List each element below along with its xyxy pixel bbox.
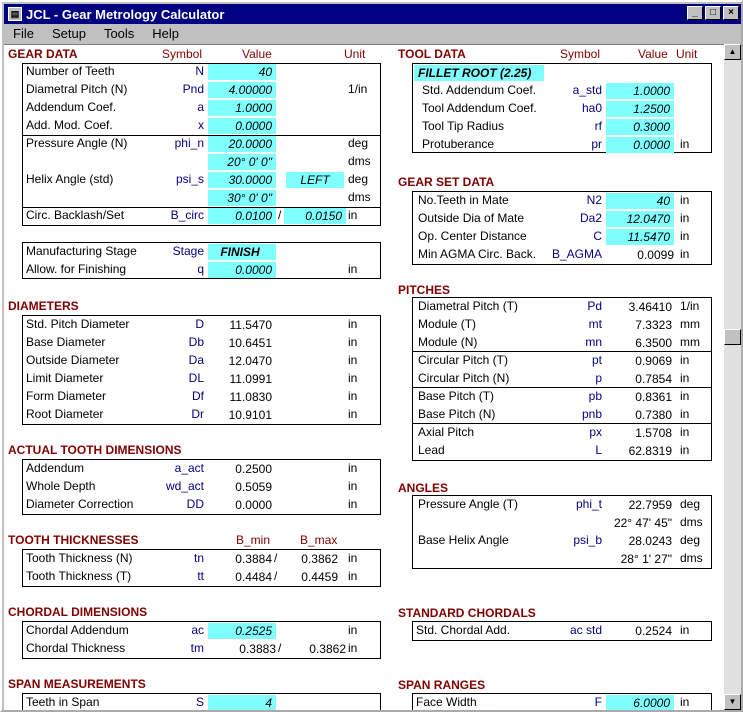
angles-unit: dms: [680, 515, 703, 529]
pitches-symbol: mt: [588, 317, 602, 331]
gearset-label: Min AGMA Circ. Back.: [418, 247, 537, 261]
stage-value-input[interactable]: 0.0000: [208, 262, 276, 278]
thickness-label: Tooth Thickness (T): [26, 569, 132, 583]
diameters-unit: in: [348, 317, 358, 331]
thickness-value: 0.3884: [235, 552, 272, 566]
pitches-value: 1.5708: [635, 426, 672, 440]
tool-unit-col-header: Unit: [676, 47, 698, 61]
span-value-input[interactable]: 4: [208, 695, 276, 710]
angles-value: 22° 47' 45": [613, 516, 672, 530]
gear-data-value-input[interactable]: 0.0000: [208, 118, 276, 134]
chordal-symbol: tm: [190, 641, 204, 655]
scroll-up-button[interactable]: ▲: [724, 44, 741, 60]
menu-tools[interactable]: Tools: [103, 26, 135, 41]
std-chordals-value: 0.2524: [635, 624, 672, 638]
actual-symbol: wd_act: [165, 479, 204, 493]
thickness-unit: in: [348, 569, 358, 583]
pitches-symbol: pnb: [581, 407, 602, 421]
std-chordals-label: Std. Chordal Add.: [416, 623, 511, 637]
chordal-label: Chordal Thickness: [26, 641, 126, 655]
scroll-thumb[interactable]: [724, 329, 741, 345]
maximize-button[interactable]: □: [705, 6, 721, 20]
diameters-symbol: Df: [192, 389, 204, 403]
gear-data-title: GEAR DATA: [8, 47, 78, 61]
pitches-value: 0.8361: [635, 390, 672, 404]
actual-value: 0.0000: [235, 498, 272, 512]
tool-label: Tool Tip Radius: [422, 119, 505, 133]
pitches-value: 7.3323: [635, 318, 672, 332]
tool-label: Tool Addendum Coef.: [422, 101, 537, 115]
diameters-label: Limit Diameter: [26, 371, 104, 385]
pitches-label: Axial Pitch: [418, 425, 475, 439]
gear-set-title: GEAR SET DATA: [398, 175, 495, 189]
std-chordals-unit: in: [680, 623, 690, 637]
actual-symbol: DD: [186, 497, 204, 511]
gear-data-unit: deg: [348, 172, 369, 186]
gear-data-label: Pressure Angle (N): [26, 136, 128, 150]
window-title: JCL - Gear Metrology Calculator: [26, 6, 225, 22]
gear-data-value-input[interactable]: 20.0000: [208, 136, 276, 152]
pitches-unit: in: [680, 425, 690, 439]
gear-data-symbol: a: [197, 100, 204, 114]
actual-value: 0.5059: [235, 480, 272, 494]
angles-value: 28° 1' 27": [620, 552, 672, 566]
diameters-label: Form Diameter: [26, 389, 107, 403]
angles-value: 22.7959: [628, 498, 672, 512]
diameters-value: 11.0991: [229, 372, 272, 386]
pitches-label: Base Pitch (T): [418, 389, 495, 403]
gear-data-label: Number of Teeth: [26, 64, 115, 78]
diameters-value: 10.6451: [228, 336, 272, 350]
diameters-unit: in: [348, 371, 358, 385]
pitches-symbol: px: [589, 425, 602, 439]
gear-data-symbol: Pnd: [182, 82, 204, 96]
actual-unit: in: [348, 461, 358, 475]
app-icon[interactable]: ▤: [8, 7, 22, 21]
diameters-symbol: Db: [188, 335, 204, 349]
gearset-symbol: Da2: [579, 211, 602, 225]
gear-data-label: Addendum Coef.: [26, 100, 117, 114]
bmax-header: B_max: [300, 533, 338, 547]
span-title: SPAN MEASUREMENTS: [8, 677, 146, 691]
pitches-unit: 1/in: [680, 299, 700, 313]
close-button[interactable]: ×: [723, 6, 739, 20]
pitches-value: 0.7380: [635, 408, 672, 422]
actual-label: Whole Depth: [26, 479, 96, 493]
std-chordals-symbol: ac std: [569, 623, 602, 637]
diameters-value: 11.5470: [229, 318, 272, 332]
diameters-label: Base Diameter: [26, 335, 106, 349]
thickness-label: Tooth Thickness (N): [26, 551, 133, 565]
gearset-symbol: C: [593, 229, 602, 243]
chordal-value-input[interactable]: 0.2525: [208, 623, 276, 639]
gear-data-value-input[interactable]: 40: [208, 64, 276, 80]
pitches-label: Circular Pitch (T): [418, 353, 509, 367]
gearset-unit: in: [680, 211, 690, 225]
span-ranges-symbol: F: [594, 695, 602, 709]
pitches-symbol: pb: [588, 389, 602, 403]
pitches-symbol: pt: [591, 353, 602, 367]
menu-help[interactable]: Help: [152, 26, 180, 41]
gear-data-value-input[interactable]: 30° 0' 0": [208, 190, 276, 206]
pitches-title: PITCHES: [398, 283, 451, 297]
stage-symbol: Stage: [172, 244, 204, 258]
gearset-unit: in: [680, 229, 690, 243]
diameters-symbol: Dr: [191, 407, 204, 421]
tool-value-col-header: Value: [638, 47, 668, 61]
pitches-label: Diametral Pitch (T): [418, 299, 519, 313]
symbol-col-header: Symbol: [162, 47, 203, 61]
gearset-value: 0.0099: [637, 248, 674, 262]
gear-data-value-input[interactable]: 20° 0' 0": [208, 154, 276, 170]
pitches-label: Lead: [418, 443, 445, 457]
gear-data-value-input[interactable]: 4.00000: [208, 82, 276, 98]
diameters-label: Std. Pitch Diameter: [26, 317, 130, 331]
span-symbol: S: [195, 695, 204, 709]
vertical-scrollbar[interactable]: [724, 44, 741, 710]
diameters-value: 10.9101: [228, 408, 272, 422]
diameters-unit: in: [348, 335, 358, 349]
chordal-separator: /: [278, 641, 282, 655]
diameters-unit: in: [348, 389, 358, 403]
pitches-value: 0.9069: [635, 354, 672, 368]
thickness-separator: /: [274, 569, 278, 583]
gear-data-unit: deg: [348, 136, 369, 150]
pitches-value: 3.46410: [628, 300, 672, 314]
thickness-value2: 0.3862: [301, 552, 338, 566]
gear-data-separator: /: [278, 208, 282, 222]
angles-unit: dms: [680, 551, 703, 565]
gear-data-unit: in: [348, 208, 358, 222]
pitches-unit: in: [680, 389, 690, 403]
actual-tooth-title: ACTUAL TOOTH DIMENSIONS: [8, 443, 182, 457]
thickness-unit: in: [348, 551, 358, 565]
tool-symbol: pr: [591, 137, 602, 151]
diameters-label: Outside Diameter: [26, 353, 120, 367]
pitches-divider: [412, 423, 712, 424]
gear-data-unit: dms: [348, 190, 371, 204]
menu-bar: [4, 24, 741, 43]
menu-file[interactable]: File: [13, 26, 34, 41]
tool-value-input[interactable]: 1.2500: [606, 101, 674, 117]
gear-data-symbol: x: [198, 118, 204, 132]
gear-data-value-input[interactable]: 0.0100: [208, 208, 276, 224]
calculator-sheet: [4, 44, 724, 710]
pitches-label: Base Pitch (N): [418, 407, 496, 421]
span-ranges-unit: in: [680, 695, 690, 709]
pitches-unit: in: [680, 443, 690, 457]
span-ranges-title: SPAN RANGES: [398, 678, 486, 692]
thickness-value2: 0.4459: [301, 570, 338, 584]
tool-data-title: TOOL DATA: [398, 47, 466, 61]
unit-col-header: Unit: [344, 47, 366, 61]
thickness-symbol: tn: [193, 551, 204, 565]
pitches-value: 62.8319: [628, 444, 672, 458]
stage-label: Allow. for Finishing: [26, 262, 127, 276]
value-col-header: Value: [242, 47, 272, 61]
thickness-value: 0.4484: [235, 570, 272, 584]
actual-value: 0.2500: [235, 462, 272, 476]
menu-setup[interactable]: Setup: [51, 26, 86, 41]
pitches-symbol: L: [595, 443, 602, 457]
diameters-value: 11.0830: [229, 390, 272, 404]
diameters-title: DIAMETERS: [8, 299, 79, 313]
pitches-symbol: mn: [585, 335, 602, 349]
tooth-thickness-title: TOOTH THICKNESSES: [8, 533, 139, 547]
gear-data-label: Helix Angle (std): [26, 172, 114, 186]
gear-data-symbol: phi_n: [174, 136, 204, 150]
gear-data-value-input[interactable]: 30.0000: [208, 172, 276, 188]
gear-data-label: Circ. Backlash/Set: [26, 208, 125, 222]
tool-symbol: ha0: [581, 101, 602, 115]
actual-label: Diameter Correction: [26, 497, 134, 511]
diameters-unit: in: [348, 407, 358, 421]
chordal-value: 0.3883: [239, 642, 276, 656]
thickness-symbol: tt: [197, 569, 204, 583]
angles-symbol: phi_t: [575, 497, 602, 511]
actual-symbol: a_act: [174, 461, 204, 475]
actual-unit: in: [348, 497, 358, 511]
angles-title: ANGLES: [398, 481, 449, 495]
diameters-symbol: Da: [188, 353, 204, 367]
chordal-symbol: ac: [191, 623, 204, 637]
angles-label: Base Helix Angle: [418, 533, 509, 547]
tool-symbol-col-header: Symbol: [560, 47, 601, 61]
span-ranges-value-input[interactable]: 6.0000: [606, 695, 674, 710]
gearset-value-input[interactable]: 40: [606, 193, 674, 209]
gearset-symbol: N2: [586, 193, 602, 207]
pitches-unit: in: [680, 371, 690, 385]
tool-label: Protuberance: [422, 137, 495, 151]
tool-label: Std. Addendum Coef.: [422, 83, 537, 97]
pitches-value: 6.3500: [635, 336, 672, 350]
gear-data-unit: dms: [348, 154, 371, 168]
tool-symbol: rf: [594, 119, 602, 133]
pitches-value: 0.7854: [635, 372, 672, 386]
minimize-button[interactable]: _: [687, 6, 703, 20]
pitches-label: Module (N): [418, 335, 478, 349]
gearset-value-input[interactable]: 12.0470: [606, 211, 674, 227]
chordal-unit: in: [348, 641, 358, 655]
actual-unit: in: [348, 479, 358, 493]
chordal-unit: in: [348, 623, 358, 637]
gearset-label: Op. Center Distance: [418, 229, 527, 243]
pitches-label: Module (T): [418, 317, 477, 331]
tool-value-input[interactable]: 0.0000: [606, 137, 674, 153]
chordal-label: Chordal Addendum: [26, 623, 129, 637]
bmin-header: B_min: [236, 533, 271, 547]
chordal-value2: 0.3862: [309, 642, 346, 656]
stage-unit: in: [348, 262, 358, 276]
gearset-label: Outside Dia of Mate: [418, 211, 525, 225]
thickness-separator: /: [274, 551, 278, 565]
gear-data-value-input[interactable]: 1.0000: [208, 100, 276, 116]
angles-label: Pressure Angle (T): [418, 497, 519, 511]
diameters-unit: in: [348, 353, 358, 367]
tool-value-input[interactable]: 0.3000: [606, 119, 674, 135]
diameters-value: 12.0470: [228, 354, 272, 368]
actual-label: Addendum: [26, 461, 85, 475]
span-ranges-label: Face Width: [416, 695, 477, 709]
gearset-unit: in: [680, 247, 690, 261]
chordal-title: CHORDAL DIMENSIONS: [8, 605, 148, 619]
title-bar[interactable]: [4, 4, 741, 24]
pitches-unit: mm: [680, 317, 700, 331]
angles-symbol: psi_b: [573, 533, 602, 547]
pitches-divider: [412, 387, 712, 388]
pitches-unit: mm: [680, 335, 700, 349]
pitches-symbol: p: [595, 371, 602, 385]
pitches-divider: [412, 351, 712, 352]
std-chordals-title: STANDARD CHORDALS: [398, 606, 536, 620]
gearset-label: No.Teeth in Mate: [418, 193, 509, 207]
gearset-symbol: B_AGMA: [551, 247, 602, 261]
stage-symbol: q: [197, 262, 204, 276]
stage-label: Manufacturing Stage: [26, 244, 137, 258]
pitches-unit: in: [680, 407, 690, 421]
gearset-unit: in: [680, 193, 690, 207]
gear-data-unit: 1/in: [348, 82, 368, 96]
span-label: Teeth in Span: [26, 695, 100, 709]
gear-data-label: Add. Mod. Coef.: [26, 118, 113, 132]
tool-symbol: a_std: [572, 83, 602, 97]
angles-unit: deg: [680, 497, 701, 511]
diameters-symbol: DL: [188, 371, 204, 385]
tool-type-select[interactable]: FILLET ROOT (2.25): [414, 65, 544, 81]
scroll-down-button[interactable]: ▼: [724, 694, 741, 710]
gear-data-symbol: B_circ: [170, 208, 204, 222]
pitches-label: Circular Pitch (N): [418, 371, 510, 385]
diameters-label: Root Diameter: [26, 407, 104, 421]
diameters-symbol: D: [195, 317, 204, 331]
gear-data-label: Diametral Pitch (N): [26, 82, 128, 96]
gear-data-hand-select[interactable]: LEFT: [286, 172, 344, 188]
angles-value: 28.0243: [628, 534, 672, 548]
pitches-symbol: Pd: [587, 299, 602, 313]
stage-value-input[interactable]: FINISH: [208, 244, 276, 260]
gear-data-value2-input[interactable]: 0.0150: [284, 208, 346, 224]
gear-data-symbol: N: [195, 64, 204, 78]
pitches-unit: in: [680, 353, 690, 367]
gearset-value-input[interactable]: 11.5470: [606, 229, 674, 245]
gear-data-symbol: psi_s: [175, 172, 204, 186]
tool-unit: in: [680, 137, 690, 151]
angles-unit: deg: [680, 533, 701, 547]
tool-value-input[interactable]: 1.0000: [606, 83, 674, 99]
